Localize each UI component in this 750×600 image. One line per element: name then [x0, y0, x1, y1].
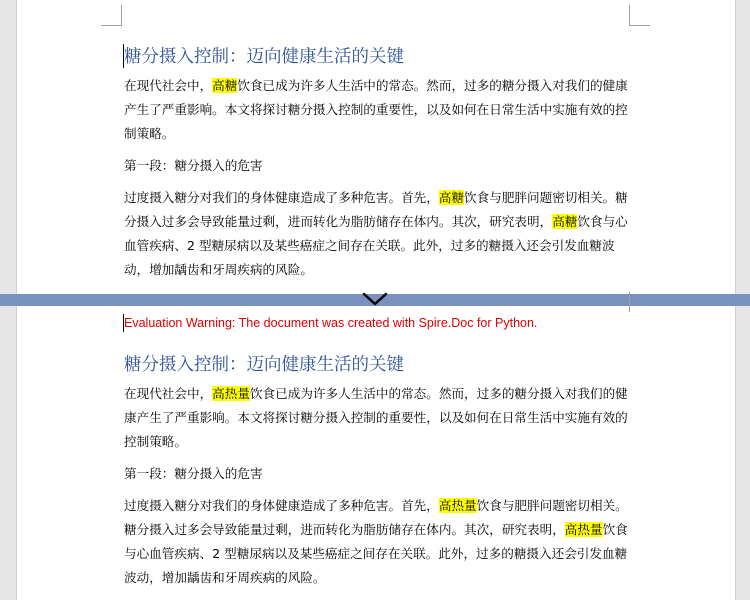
body-text-part-1: 过度摄入糖分对我们的身体健康造成了多种危害。首先，: [124, 190, 439, 205]
section-heading: 第一段：糖分摄入的危害: [124, 466, 263, 481]
body-paragraph: [124, 494, 629, 590]
document-title: 糖分摄入控制：迈向健康生活的关键: [124, 355, 404, 375]
highlighted-term: 高糖: [438, 190, 465, 205]
chevron-down-icon[interactable]: [362, 291, 388, 307]
page-corner-marker-top-right: [629, 292, 650, 312]
highlighted-term: 高糖: [212, 78, 238, 93]
page-1-content[interactable]: [124, 44, 629, 282]
page-corner-marker-top-left: [101, 5, 122, 26]
intro-paragraph: [124, 382, 629, 454]
intro-paragraph: [124, 74, 629, 146]
highlighted-term: 高热量: [212, 386, 250, 401]
page-2-content[interactable]: [124, 314, 629, 590]
document-page-2: [16, 306, 736, 600]
intro-text-before: 在现代社会中，: [124, 386, 213, 401]
intro-text-before: 在现代社会中，: [124, 78, 213, 93]
page-corner-marker-top-right: [629, 5, 650, 26]
body-text-part-1: 过度摄入糖分对我们的身体健康造成了多种危害。首先，: [124, 498, 439, 513]
body-text-part-2: 饮食与肥胖问题密切相关。糖分摄入过多会导致能量过剩，进而转化为脂肪储存在体内。其次，研究表明，: [124, 498, 628, 537]
highlighted-term: 高热量: [564, 522, 603, 537]
evaluation-warning: Evaluation Warning: The document was created with Spire.Doc for Python.: [124, 316, 538, 330]
intro-text-after: 饮食已成为许多人生活中的常态。然而，过多的糖分摄入对我们的健康产生了严重影响。本文将探讨糖分摄入控制的重要性，以及如何在日常生活中实施有效的控制策略。: [124, 78, 628, 141]
body-paragraph: [124, 186, 629, 282]
document-page-1: [16, 0, 736, 296]
section-heading: 第一段：糖分摄入的危害: [124, 158, 263, 173]
document-title: 糖分摄入控制：迈向健康生活的关键: [124, 47, 404, 67]
highlighted-term: 高热量: [438, 498, 477, 513]
intro-text-after: 饮食已成为许多人生活中的常态。然而，过多的糖分摄入对我们的健康产生了严重影响。本文将探讨糖分摄入控制的重要性，以及如何在日常生活中实施有效的控制策略。: [124, 386, 628, 449]
body-text-part-3: 饮食与心血管疾病、2 型糖尿病以及某些癌症之间存在关联。此外，过多的糖摄入还会引发血糖波动，增加龋齿和牙周疾病的风险。: [124, 214, 628, 277]
body-text-part-2: 饮食与肥胖问题密切相关。糖分摄入过多会导致能量过剩，进而转化为脂肪储存在体内。其次，研究表明，: [124, 190, 628, 229]
highlighted-term: 高糖: [552, 214, 578, 229]
body-text-part-3: 饮食与心血管疾病、2 型糖尿病以及某些癌症之间存在关联。此外，过多的糖摄入还会引发血糖波动，增加龋齿和牙周疾病的风险。: [124, 522, 628, 585]
